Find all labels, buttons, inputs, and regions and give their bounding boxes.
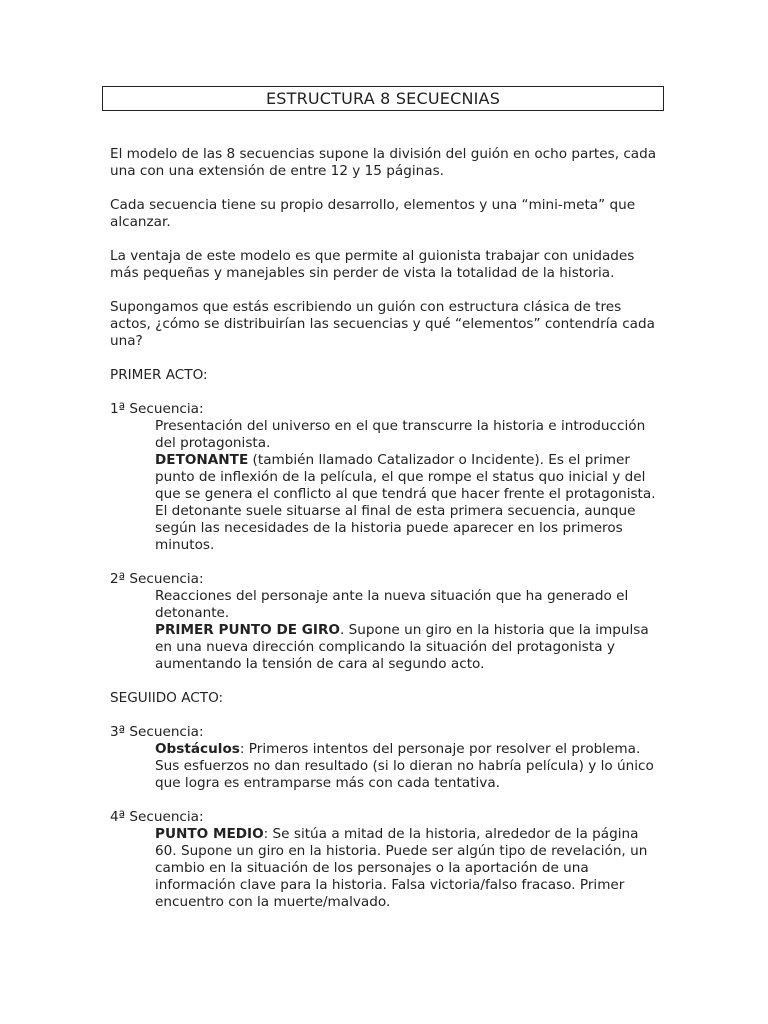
seq3-term: Obstáculos xyxy=(155,741,240,757)
seq3-label: 3ª Secuencia: xyxy=(110,724,204,740)
intro-paragraph-3: La ventaja de este modelo es que permite al guionista trabajar con unidades más pequeñas y manejables sin perder de vista la totalidad de la historia. xyxy=(110,248,635,281)
seq2-text-1: Reacciones del personaje ante la nueva situación que ha generado el detonante. xyxy=(155,588,629,621)
seq1-text-1: Presentación del universo en el que transcurre la historia e introducción del protagonista. xyxy=(155,418,646,451)
seq3-text-rest: : Primeros intentos del personaje por resolver el problema. Sus esfuerzos no dan resultado (si lo dieran no habría película) y lo único que logra es entramparse más con cada tentativa. xyxy=(155,741,654,791)
seq2-term: PRIMER PUNTO DE GIRO xyxy=(155,622,340,638)
document-body xyxy=(110,146,658,911)
seq4-text xyxy=(155,826,658,911)
seq2-label: 2ª Secuencia: xyxy=(110,571,204,587)
seq4-body xyxy=(110,826,658,911)
document-title: ESTRUCTURA 8 SECUECNIAS xyxy=(102,86,664,111)
seq2-text-2-rest: . Supone un giro en la historia que la impulsa en una nueva dirección complicando la situación del protagonista y aumentando la tensión de cara al segundo acto. xyxy=(155,622,649,672)
act1-heading: PRIMER ACTO: xyxy=(110,367,208,383)
act2-heading: SEGUIIDO ACTO: xyxy=(110,690,224,706)
seq4-text-rest: : Se sitúa a mitad de la historia, alrededor de la página 60. Supone un giro en la historia. Puede ser algún tipo de revelación, un cambio en la situación de los personajes o la aportación de una información clave para la historia. Falsa victoria/falso fracaso. Primer encuentro con la muerte/malvado. xyxy=(155,826,648,910)
seq1-body xyxy=(110,418,658,554)
seq3-body xyxy=(110,741,658,792)
intro-paragraph-4: Supongamos que estás escribiendo un guión con estructura clásica de tres actos, ¿cómo se distribuirían las secuencias y qué “elementos” contendría cada una? xyxy=(110,299,655,349)
seq3-text xyxy=(155,741,658,792)
seq1-text-2 xyxy=(155,452,658,554)
seq1-label: 1ª Secuencia: xyxy=(110,401,204,417)
seq1-text-2-rest: (también llamado Catalizador o Incidente). Es el primer punto de inflexión de la película, el que rompe el status quo inicial y del que se genera el conflicto al que tendrá que hacer frente el protagonista. El detonante suele situarse al final de esta primera secuencia, aunque según las necesidades de la historia puede aparecer en los primeros minutos. xyxy=(155,452,656,553)
intro-paragraph-1: El modelo de las 8 secuencias supone la división del guión en ocho partes, cada una con una extensión de entre 12 y 15 páginas. xyxy=(110,146,657,179)
seq4-label: 4ª Secuencia: xyxy=(110,809,204,825)
seq4-term: PUNTO MEDIO xyxy=(155,826,264,842)
seq1-term: DETONANTE xyxy=(155,452,249,468)
intro-paragraph-2: Cada secuencia tiene su propio desarrollo, elementos y una “mini-meta” que alcanzar. xyxy=(110,197,636,230)
seq2-text-2 xyxy=(155,622,658,673)
seq2-body xyxy=(110,588,658,673)
